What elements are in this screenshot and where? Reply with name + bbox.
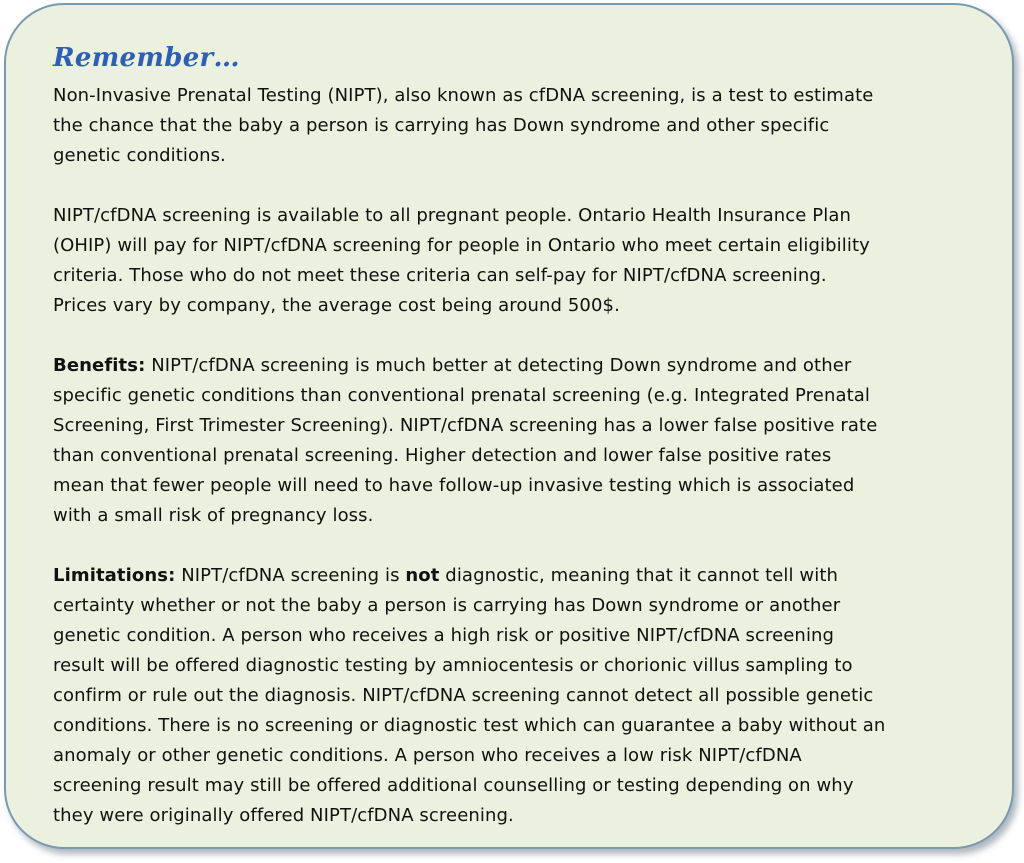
benefits-label: Benefits: [53,355,146,376]
limitations-label: Limitations: [53,565,176,586]
limitations-text-before: NIPT/cfDNA screening is [175,565,406,586]
limitations-text-after: diagnostic, meaning that it cannot tell with certainty whether or not the baby a person is carrying has Down syndrome or another genetic condition. A person who receives a high risk or positive NIPT/cfDNA screening result will be offered diagnostic testing by amniocentesis or chorionic villus sampling to confirm or rule out the diagnosis. NIPT/cfDNA screening cannot detect all possible genetic conditions. There is no screening or diagnostic test which can guarantee a baby without an anomaly or other genetic conditions. A person who receives a low risk NIPT/cfDNA screening result may still be offered additional counselling or testing depending on why they were originally offered NIPT/cfDNA screening. [53,565,886,826]
benefits-paragraph [53,351,1008,531]
remember-heading: Remember… [53,43,240,73]
limitations-emphasis: not [405,565,440,586]
availability-paragraph: NIPT/cfDNA screening is available to all pregnant people. Ontario Health Insurance Plan (OHIP) will pay for NIPT/cfDNA screening for people in Ontario who meet certain eligibility criteria. Those who do not meet these criteria can self-pay for NIPT/cfDNA screening. Prices vary by company, the average cost being around 500$. [53,205,870,316]
nipt-definition-paragraph: Non-Invasive Prenatal Testing (NIPT), also known as cfDNA screening, is a test to estimate the chance that the baby a person is carrying has Down syndrome and other specific genetic conditions. [53,85,874,166]
info-card [4,3,1014,849]
card-content [53,35,1008,831]
benefits-text: NIPT/cfDNA screening is much better at detecting Down syndrome and other specific genetic conditions than conventional prenatal screening (e.g. Integrated Prenatal Screening, First Trimester Screening). NIPT/cfDNA screening has a lower false positive rate than conventional prenatal screening. Higher detection and lower false positive rates mean that fewer people will need to have follow-up invasive testing which is associated with a small risk of pregnancy loss. [53,355,878,526]
limitations-paragraph [53,561,1008,831]
